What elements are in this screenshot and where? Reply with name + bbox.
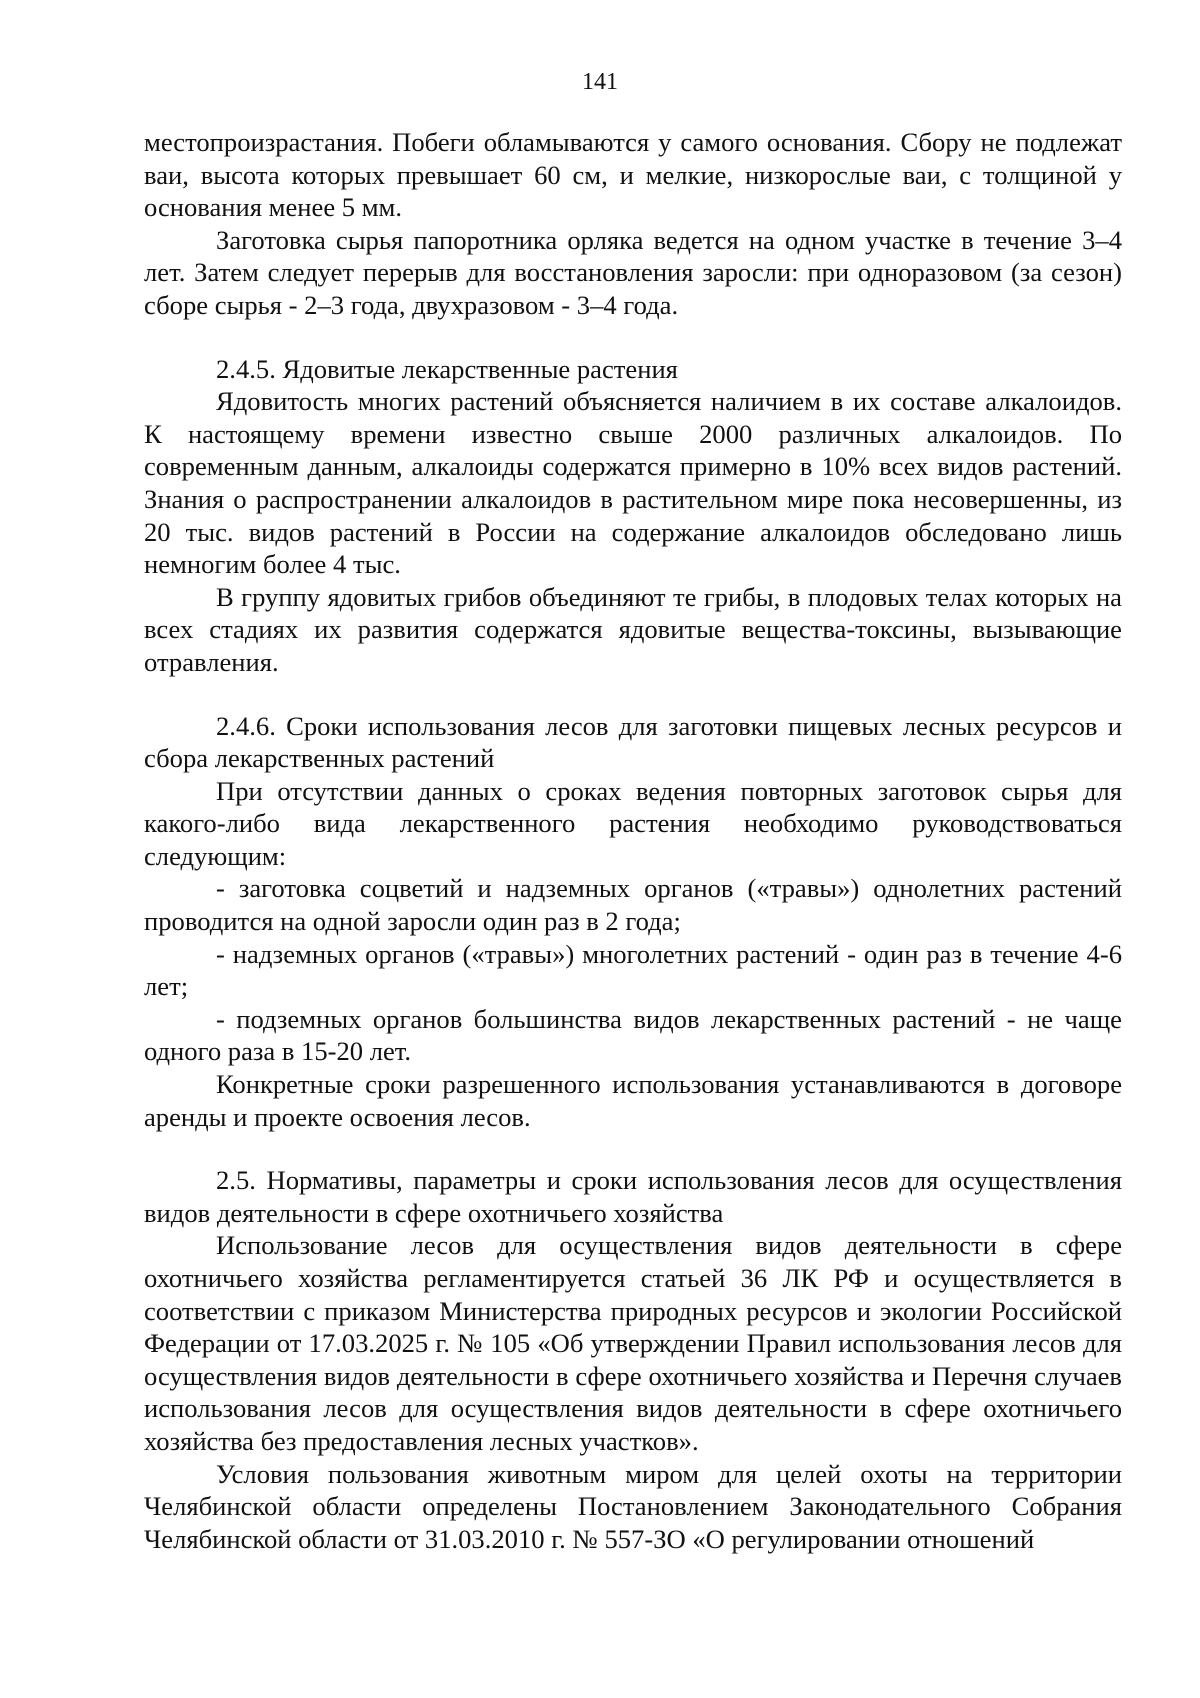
page-number: 141: [582, 69, 618, 95]
list-item: - заготовка соцветий и надземных органов («травы») однолетних растений проводится на одной заросли один раз в 2 года;: [144, 873, 1122, 937]
paragraph-hunting-regulation: Использование лесов для осуществления видов деятельности в сфере охотничьего хозяйства регламентируется статьей 36 ЛК РФ и осуществляется в соответствии с приказом Министерства природных ресурсов и экологии Российской Федерации от 17.03.2025 г. № 105 «Об утверждении Правил использования лесов для осуществления видов деятельности в сфере охотничьего хозяйства и Перечня случаев использования лесов для осуществления видов деятельности в сфере охотничьего хозяйства без предоставления лесных участков».: [144, 1230, 1122, 1456]
paragraph-alkaloids: Ядовитость многих растений объясняется наличием в их составе алкалоидов. К настоящему времени известно свыше 2000 различных алкалоидов. По современным данным, алкалоиды содержатся примерно в 10% всех видов растений. Знания о распространении алкалоидов в растительном мире пока несовершенны, из 20 тыс. видов растений в России на содержание алкалоидов обследовано лишь немногим более 4 тыс.: [144, 386, 1122, 580]
section-spacer: [144, 322, 1122, 353]
paragraph-harvest-terms: При отсутствии данных о сроках ведения повторных заготовок сырья для какого-либо вида лекарственного растения необходимо руководствоваться следующим:: [144, 775, 1122, 871]
list-item: - надземных органов («травы») многолетних растений - один раз в течение 4-6 лет;: [144, 938, 1122, 1002]
section-heading-2-4-5: 2.4.5. Ядовитые лекарственные растения: [216, 353, 678, 384]
document-body: [144, 126, 1122, 1555]
paragraph-chelyabinsk-hunting: Условия пользования животным миром для целей охоты на территории Челябинской области определены Постановлением Законодательного Собрания Челябинской области от 31.03.2010 г. № 557-ЗО «О регулировании отношений: [144, 1458, 1122, 1554]
section-heading-2-4-6: 2.4.6. Сроки использования лесов для заготовки пищевых лесных ресурсов и сбора лекарственных растений: [144, 710, 1122, 774]
paragraph-continuation: местопроизрастания. Побеги обламываются у самого основания. Сбору не подлежат ваи, высота которых превышает 60 см, и мелкие, низкорослые ваи, с толщиной у основания менее 5 мм.: [144, 127, 1122, 223]
paragraph-bracken-harvest: Заготовка сырья папоротника орляка ведется на одном участке в течение 3–4 лет. Затем следует перерыв для восстановления заросли: при одноразовом (за сезон) сборе сырья - 2–3 года, двухразовом - 3–4 года.: [144, 224, 1122, 320]
paragraph-poisonous-mushrooms: В группу ядовитых грибов объединяют те грибы, в плодовых телах которых на всех стадиях их развития содержатся ядовитые вещества-токсины, вызывающие отравления.: [144, 581, 1122, 677]
section-spacer: [144, 679, 1122, 710]
list-item: - подземных органов большинства видов лекарственных растений - не чаще одного раза в 15-20 лет.: [144, 1003, 1122, 1067]
section-heading-2-5: 2.5. Нормативы, параметры и сроки использования лесов для осуществления видов деятельности в сфере охотничьего хозяйства: [144, 1165, 1122, 1228]
section-spacer: [144, 1133, 1122, 1164]
paragraph-lease-terms: Конкретные сроки разрешенного использования устанавливаются в договоре аренды и проекте освоения лесов.: [144, 1069, 1122, 1132]
